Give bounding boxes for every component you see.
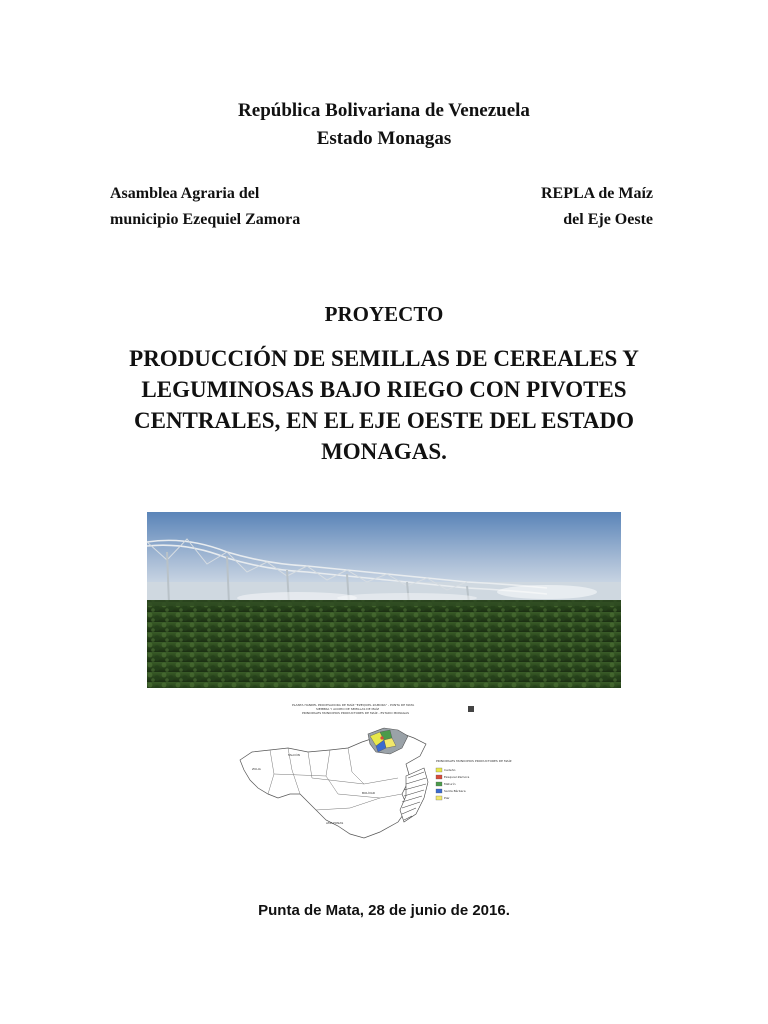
region-label: BOLÍVAR xyxy=(362,791,375,795)
region-label: FALCÓN xyxy=(288,753,300,757)
document-header xyxy=(0,97,768,153)
map-legend xyxy=(436,758,512,800)
legend-item: Ezequiel Zamora xyxy=(444,775,470,779)
place-and-date: Punta de Mata, 28 de junio de 2016. xyxy=(258,902,510,919)
project-title xyxy=(100,343,668,467)
center-pivot-irrigation-photo xyxy=(147,512,621,688)
organizer-right xyxy=(541,181,653,233)
legend-item: Cedeño xyxy=(444,768,456,772)
organizer-right-line1: REPLA de Maíz xyxy=(541,185,653,202)
map-caption-line: PLANTA HANDEL PROCESADORA DE MAÍZ "EZEQUIEL ZAMORA" - PUNTA DE MATA xyxy=(292,703,415,707)
legend-item: Santa Bárbara xyxy=(444,789,466,793)
project-label: PROYECTO xyxy=(324,302,444,326)
country-name: República Bolivariana de Venezuela xyxy=(238,100,530,121)
organizer-left-line1: Asamblea Agraria del xyxy=(110,185,260,202)
organizer-right-line2: del Eje Oeste xyxy=(563,211,653,228)
project-title-line: LEGUMINOSAS BAJO RIEGO CON PIVOTES xyxy=(141,377,627,402)
state-name: Estado Monagas xyxy=(316,128,452,149)
map-caption-line: PRINCIPALES MUNICIPIOS PRODUCTORES DE MAÍZ - ESTADO MONAGAS xyxy=(302,711,410,715)
region-label: AMAZONAS xyxy=(326,821,344,825)
project-title-line: PRODUCCIÓN DE SEMILLAS DE CEREALES Y xyxy=(129,346,639,371)
venezuela-map-figure xyxy=(230,698,512,858)
legend-title: PRINCIPALES MUNICIPIOS PRODUCTORES DE MAÍZ xyxy=(436,759,512,763)
map-caption-line: SIEMBRA Y ACOPIO DE SEMILLAS DE MAÍZ xyxy=(316,707,380,711)
project-title-line: MONAGAS. xyxy=(321,439,447,464)
organizer-left xyxy=(110,181,300,233)
region-label: ZULIA xyxy=(252,767,261,771)
organizer-left-line2: municipio Ezequiel Zamora xyxy=(110,211,301,228)
map-logo xyxy=(468,706,474,712)
legend-item: Piar xyxy=(444,796,450,800)
project-title-line: CENTRALES, EN EL EJE OESTE DEL ESTADO xyxy=(134,408,634,433)
legend-item: Maturín xyxy=(444,782,456,786)
